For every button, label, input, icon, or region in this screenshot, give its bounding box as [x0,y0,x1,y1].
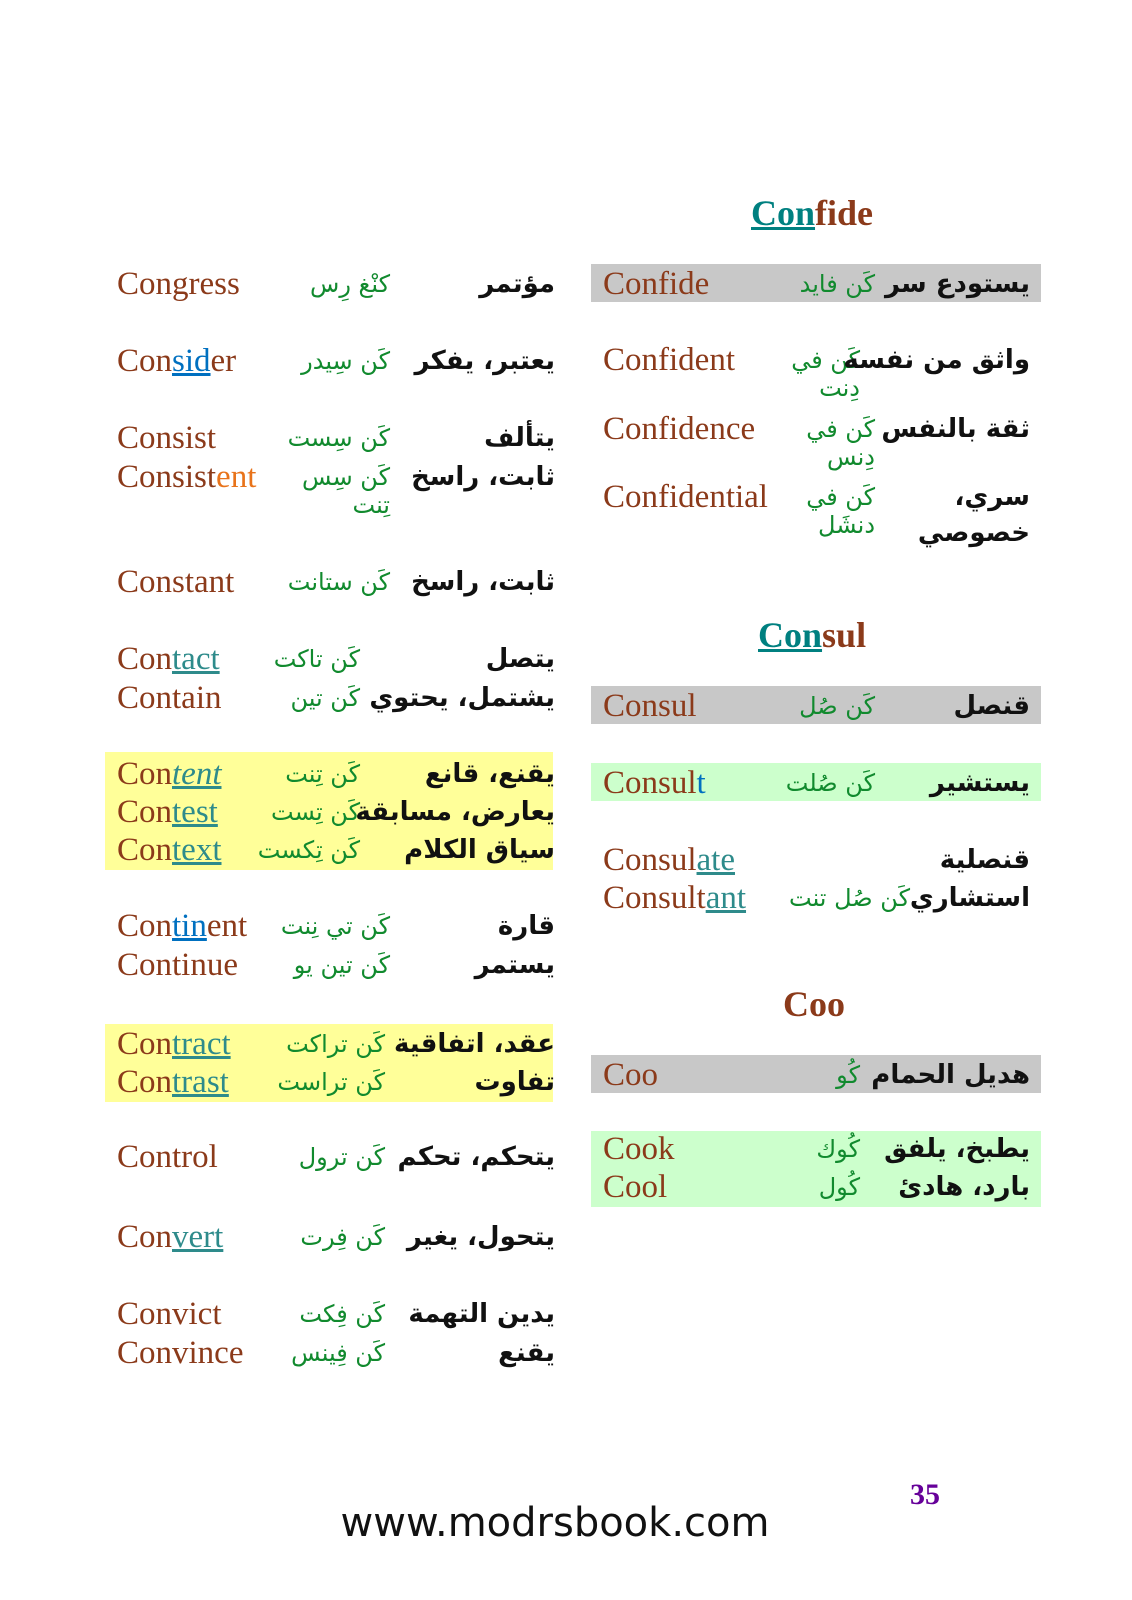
entry-convert [105,1217,565,1257]
entry-context [105,830,565,870]
english-word: Convert [117,1219,224,1255]
entry-confidence [603,409,1065,471]
pronunciation: كَن تاكت [273,645,360,673]
pronunciation: كَن تِست [271,798,360,826]
pronunciation: كَن سِس [301,463,390,491]
page-number: 35 [910,1478,940,1511]
english-word: Congress [117,266,240,302]
english-word: Coo [603,1057,659,1093]
entry-congress [105,264,565,304]
entry-coo [603,1055,1065,1095]
english-word: Convict [117,1296,222,1332]
pronunciation: كَن فِرت [300,1223,385,1251]
section-title-coo: Coo [783,984,845,1024]
pronunciation: كَن صُل تنت [789,884,910,912]
pronunciation: كَن تين [290,684,360,712]
pronunciation-continued: دِنت [819,374,860,402]
entry-consist [105,418,565,458]
english-word: Consist [117,420,217,456]
entry-cook [603,1129,1065,1169]
pronunciation: كَن صُلت [785,769,875,797]
english-word: Continent [117,908,248,944]
arabic-meaning: يستودع سر [884,269,1030,299]
english-word: Constant [117,564,235,600]
arabic-meaning: ثابت، راسخ [411,567,555,597]
arabic-meaning: قارة [497,911,555,941]
entry-contest [105,792,565,832]
entry-continue [105,945,565,985]
entry-consulate [603,840,1065,880]
arabic-meaning: استشاري [909,883,1030,913]
entry-continent [105,906,565,946]
english-word: Confidence [603,411,756,447]
entry-constant [105,562,565,602]
entry-contact [105,639,565,679]
pronunciation: كَن ترول [298,1143,385,1171]
entry-control [105,1137,565,1177]
pronunciation: كُول [818,1173,860,1201]
english-word: Confidential [603,479,768,515]
pronunciation-continued: تِنت [352,491,390,519]
pronunciation: كَن في [806,415,875,443]
pronunciation: كَن في [806,483,875,511]
pronunciation-continued: دنشَل [818,511,875,539]
pronunciation: كَن تِكست [257,836,360,864]
website-url: www.modrsbook.com [340,1500,770,1546]
pronunciation: كُوك [816,1135,860,1163]
arabic-meaning: يستشير [929,768,1030,798]
arabic-meaning: يتحكم، تحكم [397,1142,555,1172]
pronunciation: كَن صُل [799,692,875,720]
pronunciation: كَن سِيدر [301,347,390,375]
entry-contrast [105,1062,565,1102]
english-word: Contest [117,794,218,830]
english-word: Confide [603,266,710,302]
entry-confident [603,340,1065,402]
english-word: Consult [603,765,706,801]
pronunciation: كَن فايد [799,270,875,298]
arabic-meaning: يعتبر، يفكر [414,346,555,376]
pronunciation-continued: دِنس [827,443,875,471]
pronunciation: كَن فِكت [299,1300,385,1328]
arabic-meaning: يشتمل، يحتوي [369,683,555,713]
pronunciation: كَن في [791,346,860,374]
arabic-meaning: يتحول، يغير [406,1222,555,1252]
arabic-meaning: ثقة بالنفس [881,414,1030,444]
english-word: Consulate [603,842,735,878]
english-word: Convince [117,1335,244,1371]
arabic-meaning: عقد، اتفاقية [394,1029,555,1059]
english-word: Consul [603,688,697,724]
pronunciation: كَن تراست [277,1068,385,1096]
arabic-meaning: واثق من نفسه [843,345,1030,375]
entry-confidential [603,477,1065,548]
arabic-meaning: يدين التهمة [408,1299,555,1329]
english-word: Cook [603,1131,675,1167]
entry-contract [105,1024,565,1064]
arabic-meaning: تفاوت [474,1067,555,1097]
arabic-meaning: ثابت، راسخ [411,462,555,492]
entry-consult [603,763,1065,803]
arabic-meaning: يقنع [498,1338,555,1368]
arabic-meaning: بارد، هادئ [898,1172,1030,1202]
english-word: Consultant [603,880,747,916]
entry-consultant [603,878,1065,918]
arabic-meaning-continued: خصوصي [917,518,1030,548]
entry-consul [603,686,1065,726]
english-word: Consider [117,343,237,379]
pronunciation: كنْغ رِس [310,270,390,298]
arabic-meaning: هديل الحمام [871,1060,1030,1090]
english-word: Content [117,756,222,792]
arabic-meaning: سري، [954,482,1030,512]
pronunciation: كَن تِنت [285,760,360,788]
arabic-meaning: يقنع، قانع [424,759,555,789]
arabic-meaning: يعارض، مسابقة [355,797,555,827]
english-word: Contact [117,641,220,677]
entry-cool [603,1167,1065,1207]
arabic-meaning: يتألف [484,423,555,453]
english-word: Contain [117,680,222,716]
entry-consistent [105,457,565,519]
pronunciation: كَن تين يو [293,951,390,979]
pronunciation: كَن سِست [287,424,390,452]
arabic-meaning: يطبخ، يلفق [884,1134,1030,1164]
entry-convict [105,1294,565,1334]
entry-consider [105,341,565,381]
entry-confide [603,264,1065,304]
arabic-meaning: قنصل [953,691,1030,721]
english-word: Contrast [117,1064,229,1100]
english-word: Continue [117,947,238,983]
pronunciation: كَن تراكت [286,1030,385,1058]
pronunciation: كُو [836,1061,860,1089]
english-word: Cool [603,1169,668,1205]
english-word: Context [117,832,222,868]
arabic-meaning: مؤتمر [479,269,555,299]
entry-content [105,754,565,794]
pronunciation: كَن ستانت [287,568,390,596]
arabic-meaning: يستمر [474,950,555,980]
section-title-confide: Confide [751,193,874,233]
english-word: Confident [603,342,735,378]
arabic-meaning: يتصل [485,644,555,674]
english-word: Control [117,1139,218,1175]
entry-convince [105,1333,565,1373]
arabic-meaning: سياق الكلام [404,835,555,865]
english-word: Contract [117,1026,231,1062]
english-word: Consistent [117,459,257,495]
section-title-consul: Consul [758,615,867,655]
pronunciation: كَن فِينس [291,1339,385,1367]
entry-contain [105,678,565,718]
pronunciation: كَن تي نِنت [280,912,390,940]
arabic-meaning: قنصلية [939,845,1030,875]
